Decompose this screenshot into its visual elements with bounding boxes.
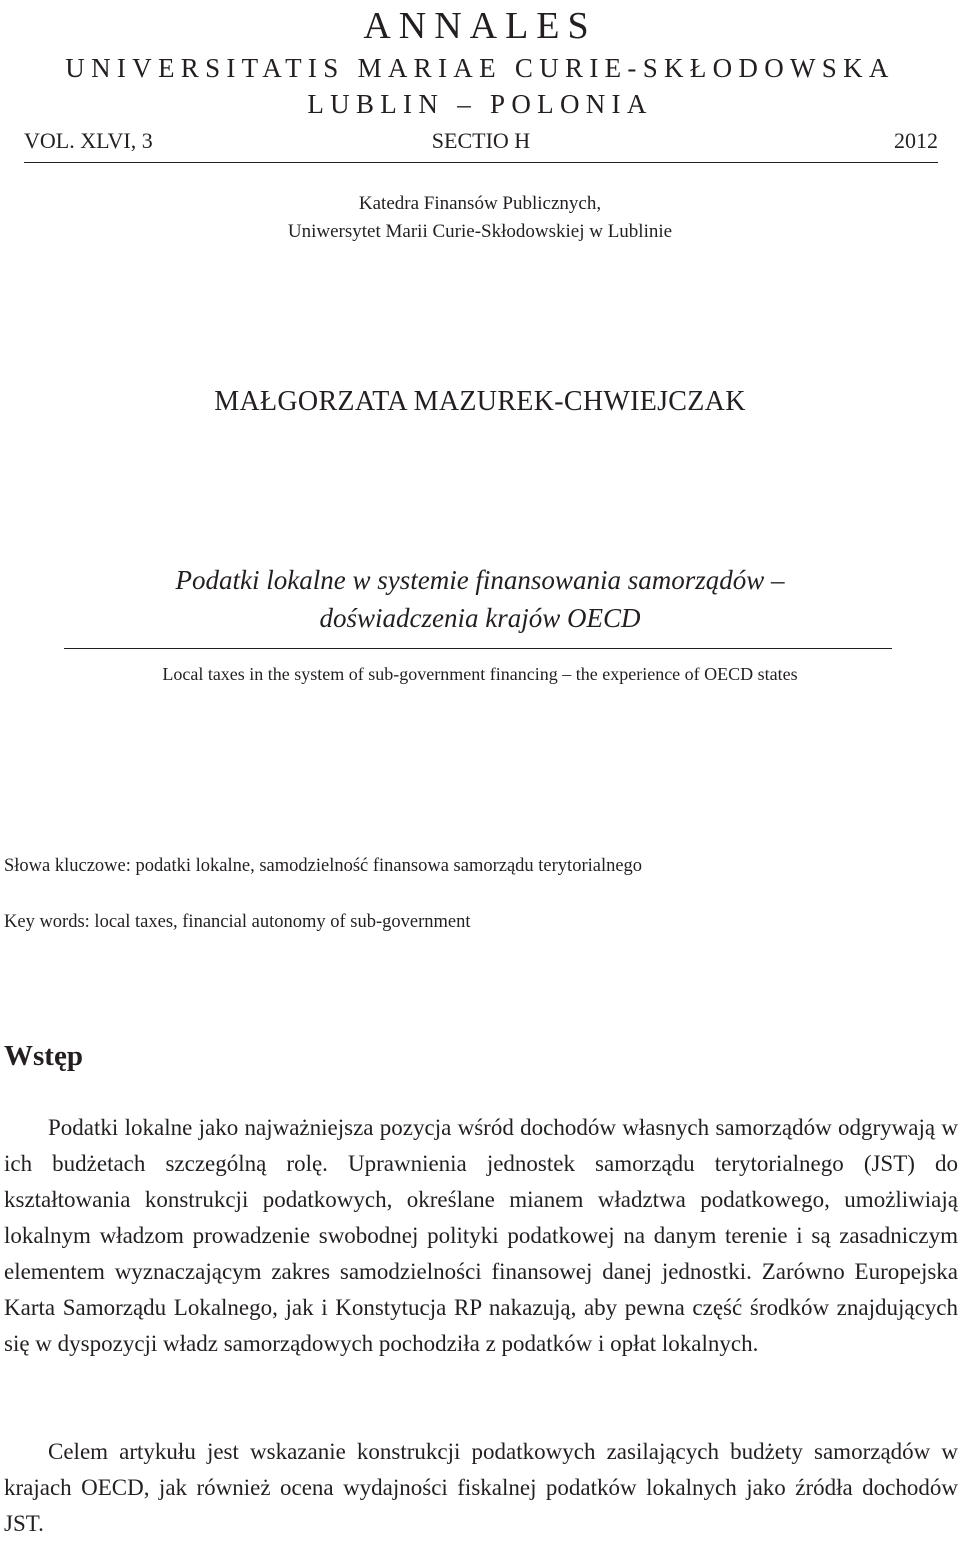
title-divider bbox=[64, 648, 892, 649]
masthead-divider bbox=[24, 162, 938, 163]
article-title-line-2: doświadczenia krajów OECD bbox=[319, 603, 641, 633]
volume-row bbox=[24, 126, 938, 158]
paragraph-1: Podatki lokalne jako najważniejsza pozycja wśród dochodów własnych samorządów odgrywają w ich budżetach szczególną rolę. Uprawnienia jednostek samorządu terytorialnego (JST) do kształtowania konstrukcji podatkowych, określane mianem władztwa podatkowego, umożliwiają lokalnym władzom prowadzenie swobodnej polityki podatkowej na danym terenie i są zasadniczym elementem wyznaczającym zakres samodzielności finansowej danej jednostki. Zarówno Europejska Karta Samorządu Lokalnego, jak i Konstytucja RP nakazują, aby pewna część środków znajdujących się w dyspozycji władz samorządowych pochodziła z podatków i opłat lokalnych. bbox=[4, 1115, 958, 1356]
author-name: MAŁGORZATA MAZUREK-CHWIEJCZAK bbox=[214, 386, 746, 417]
article-title-line-1: Podatki lokalne w systemie finansowania samorządów – bbox=[175, 565, 785, 595]
paragraph-2: Celem artykułu jest wskazanie konstrukcji podatkowych zasilających budżety samorządów w krajach OECD, jak również ocena wydajności fiskalnej podatków lokalnych jako źródła dochodów JST. bbox=[4, 1439, 958, 1536]
affiliation-line-2: Uniwersytet Marii Curie-Skłodowskiej w Lublinie bbox=[287, 221, 673, 242]
university-name: UNIVERSITATIS MARIAE CURIE-SKŁODOWSKA bbox=[65, 53, 895, 83]
section-heading: Wstęp bbox=[4, 1040, 83, 1072]
volume-number: VOL. XLVI, 3 bbox=[24, 128, 153, 153]
english-title: Local taxes in the system of sub-government financing – the experience of OECD states bbox=[162, 664, 798, 684]
section-label: SECTIO H bbox=[431, 128, 531, 153]
city-country: LUBLIN – POLONIA bbox=[307, 89, 653, 119]
affiliation-line-1: Katedra Finansów Publicznych, bbox=[358, 193, 602, 214]
keywords-polish: Słowa kluczowe: podatki lokalne, samodzielność finansowa samorządu terytorialnego bbox=[4, 856, 643, 876]
publication-year: 2012 bbox=[894, 128, 938, 153]
journal-title: ANNALES bbox=[363, 5, 597, 47]
keywords-english: Key words: local taxes, financial autonomy of sub-government bbox=[4, 912, 471, 932]
